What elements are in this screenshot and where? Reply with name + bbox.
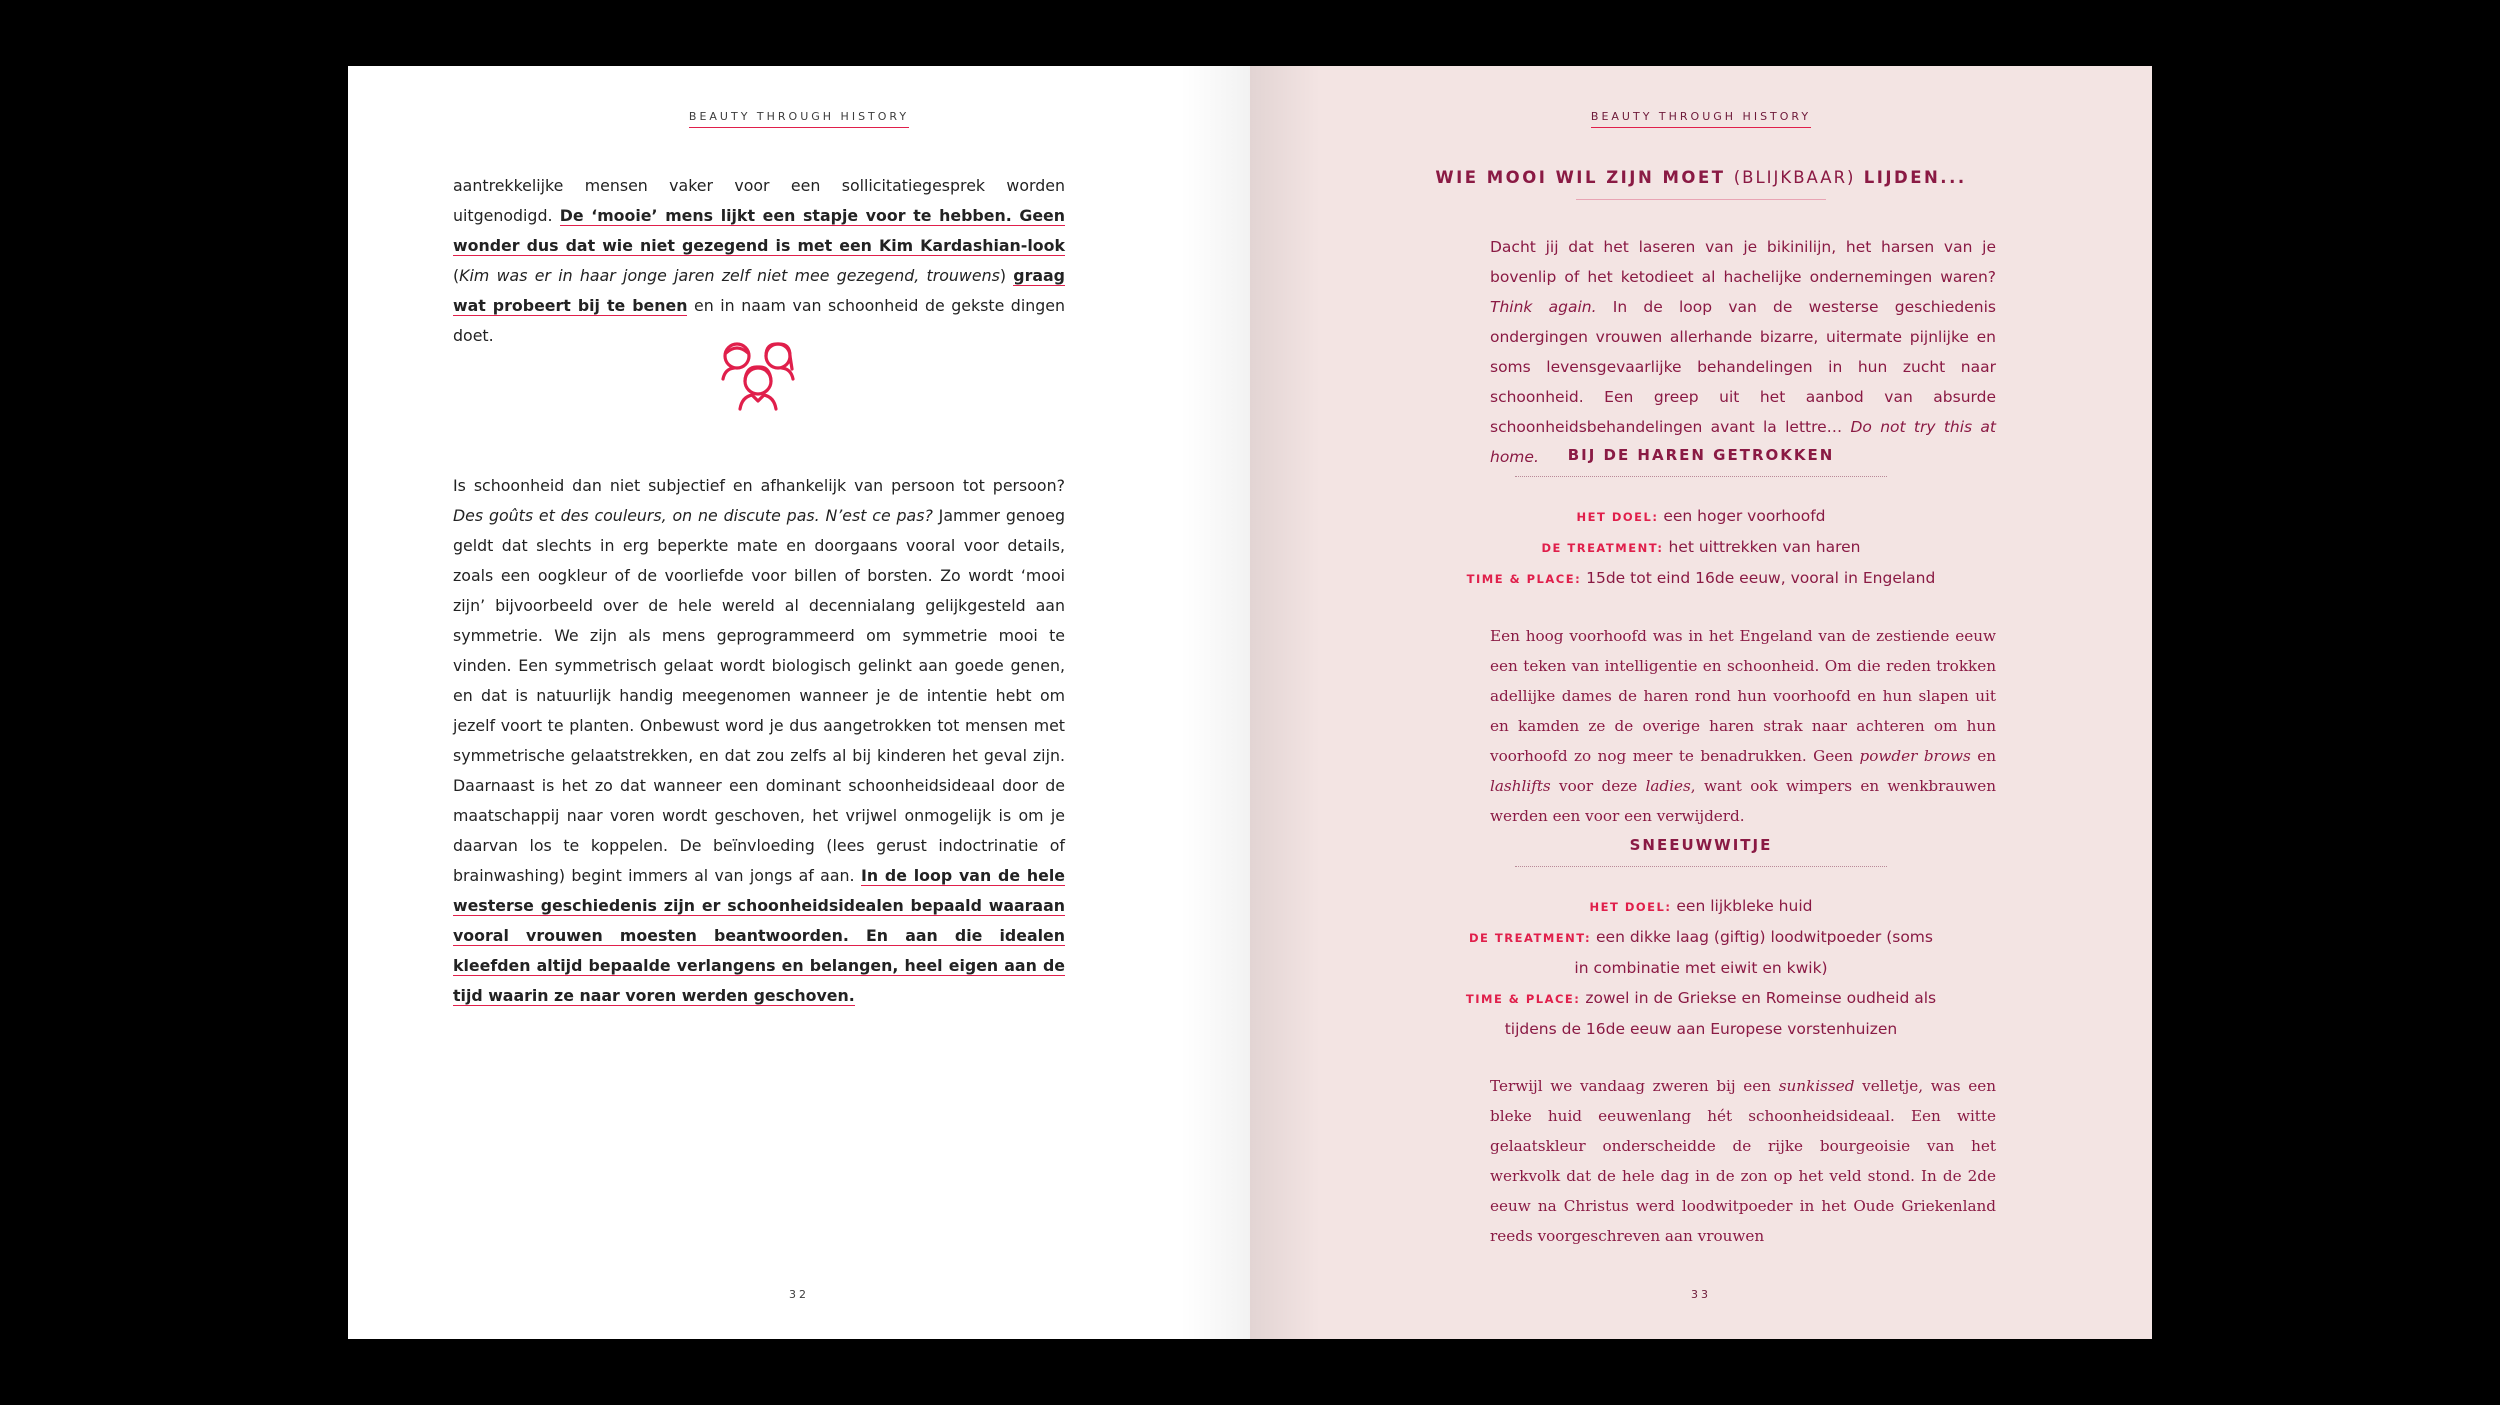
- meta-time: [1250, 563, 2152, 594]
- italic-text: ladies: [1645, 777, 1691, 795]
- highlighted-text: De ‘mooie’ mens lijkt een stapje voor te hebben. Geen wonder dus dat wie niet gezegend is met een Kim Kardashian-look: [453, 206, 1066, 255]
- meta-label: TIME & PLACE:: [1466, 572, 1582, 586]
- meta-value: een hoger voorhoofd: [1663, 507, 1826, 525]
- body-paragraph-1: [453, 171, 1065, 351]
- italic-text: Kim was er in haar jonge jaren zelf niet mee gezegend, trouwens: [459, 266, 1000, 285]
- text-run: en in naam van schoonheid de gekste dingen doet.: [453, 296, 1065, 345]
- meta-goal: [1250, 891, 2152, 922]
- italic-text: Des goûts et des couleurs, on ne discute pas. N’est ce pas?: [453, 506, 933, 525]
- page-number: 32: [789, 1288, 809, 1301]
- treatment-meta: [1250, 891, 2152, 1044]
- body-paragraph-2: [453, 471, 1065, 1011]
- section-heading: BIJ DE HAREN GETROKKEN: [1567, 446, 1835, 464]
- meta-goal: [1250, 501, 2152, 532]
- text-run: (: [453, 266, 460, 285]
- running-head-text: BEAUTY THROUGH HISTORY: [689, 110, 909, 128]
- text-run: Terwijl we vandaag zweren bij een: [1490, 1077, 1779, 1095]
- title-rule: [1576, 199, 1826, 200]
- text-run: velletje, was een bleke huid eeuwenlang hét schoonheidsideaal. Een witte gelaatskleur onderscheidde de rijke bourgeoisie van het werkvolk dat de hele dag in de zon op het veld stond. In de 2de eeuw na Christus werd loodwitpoeder in het Oude Griekenland reeds voorgeschreven aan vrouwen: [1490, 1077, 1996, 1245]
- meta-value: het uittrekken van haren: [1668, 538, 1861, 556]
- meta-label: DE TREATMENT:: [1541, 541, 1664, 555]
- meta-label: DE TREATMENT:: [1469, 931, 1592, 945]
- section-rule: [1515, 866, 1887, 867]
- running-head: [348, 105, 1250, 128]
- chapter-title-block: [1250, 168, 2152, 200]
- treatment-meta: [1250, 501, 2152, 594]
- running-head: [1250, 105, 2152, 128]
- spine-shadow: [1250, 66, 1320, 1339]
- meta-label: HET DOEL:: [1589, 900, 1672, 914]
- text-run: In de loop van de westerse geschiedenis ondergingen vrouwen allerhande bizarre, uitermate pijnlijke en soms levensgevaarlijke behandelingen in hun zucht naar schoonheid. Een greep uit het aanbod van absurde schoonheidsbehandelingen avant la lettre…: [1490, 298, 1996, 436]
- text-run: en: [1970, 747, 1996, 765]
- meta-treatment: [1250, 532, 2152, 563]
- italic-text: Think again.: [1490, 298, 1597, 316]
- section-heading-block: [1250, 836, 2152, 867]
- meta-value: 15de tot eind 16de eeuw, vooral in Engeland: [1586, 569, 1936, 587]
- title-part: WIE MOOI WIL ZIJN MOET: [1435, 168, 1734, 187]
- italic-text: lashlifts: [1490, 777, 1551, 795]
- highlighted-text: In de loop van de hele westerse geschiedenis zijn er schoonheidsidealen bepaald waaraan vooral vrouwen moesten beantwoorden. En aan die idealen kleefden altijd bepaalde verlangens en belangen, heel eigen aan de tijd waarin ze naar voren werden geschoven.: [453, 866, 1065, 1005]
- title-part: (BLIJKBAAR): [1733, 168, 1856, 187]
- meta-time: [1451, 983, 1951, 1044]
- chapter-title: [1250, 168, 2152, 187]
- people-group-icon: [720, 339, 796, 411]
- page-number: 33: [1691, 1288, 1711, 1301]
- left-page: [348, 66, 1250, 1339]
- text-run: aantrekkelijke mensen vaker voor een sollicitatiegesprek worden uitgenodigd.: [453, 176, 1065, 225]
- spine-shadow: [1180, 66, 1250, 1339]
- italic-text: Do not try this at home.: [1490, 418, 1996, 466]
- meta-treatment: [1461, 922, 1941, 983]
- italic-text: sunkissed: [1778, 1077, 1855, 1095]
- section-body: [1490, 621, 1996, 831]
- meta-value: een lijkbleke huid: [1676, 897, 1813, 915]
- meta-value: zowel in de Griekse en Romeinse oudheid als tijdens de 16de eeuw aan Europese vorstenhuizen: [1504, 989, 1937, 1038]
- intro-paragraph: [1490, 232, 1996, 472]
- meta-value: een dikke laag (giftig) loodwitpoeder (soms in combinatie met eiwit en kwik): [1574, 928, 1933, 977]
- text-run: , want ook wimpers en wenkbrauwen werden een voor een verwijderd.: [1490, 777, 1996, 825]
- section-heading-block: [1250, 446, 2152, 477]
- section-rule: [1515, 476, 1887, 477]
- right-page: [1250, 66, 2152, 1339]
- section-heading: SNEEUWWITJE: [1629, 836, 1773, 854]
- italic-text: powder brows: [1859, 747, 1971, 765]
- running-head-text: BEAUTY THROUGH HISTORY: [1591, 110, 1811, 128]
- meta-label: HET DOEL:: [1576, 510, 1659, 524]
- title-part: LIJDEN...: [1855, 168, 1967, 187]
- meta-label: TIME & PLACE:: [1465, 992, 1581, 1006]
- text-run: Dacht jij dat het laseren van je bikinilijn, het harsen van je bovenlip of het ketodieet al hachelijke ondernemingen waren?: [1490, 238, 1996, 286]
- text-run: Een hoog voorhoofd was in het Engeland van de zestiende eeuw een teken van intelligentie en schoonheid. Om die reden trokken adellijke dames de haren rond hun voorhoofd en hun slapen uit en kamden ze de overige haren strak naar achteren om hun voorhoofd zo nog meer te benadrukken. Geen: [1490, 627, 1996, 765]
- text-run: Jammer genoeg geldt dat slechts in erg beperkte mate en doorgaans vooral voor details, zoals een oogkleur of de voorliefde voor billen of borsten. Zo wordt ‘mooi zijn’ bijvoorbeeld over de hele wereld al decennialang gelijkgesteld aan symmetrie. We zijn als mens geprogrammeerd om symmetrie mooi te vinden. Een symmetrisch gelaat wordt biologisch gelinkt aan goede genen, en dat is natuurlijk handig meegenomen wanneer je de intentie hebt om jezelf voort te planten. Onbewust word je dus aangetrokken tot mensen met symmetrische gelaatstrekken, en dat zou zelfs al bij kinderen het geval zijn. Daarnaast is het zo dat wanneer een dominant schoonheidsideaal door de maatschappij naar voren wordt geschoven, het vrijwel onmogelijk is om je daarvan los te koppelen. De beïnvloeding (lees gerust indoctrinatie of brainwashing) begint immers al van jongs af aan.: [453, 506, 1066, 885]
- text-run: ): [999, 266, 1014, 285]
- text-run: Is schoonheid dan niet subjectief en afhankelijk van persoon tot persoon?: [453, 476, 1065, 495]
- highlighted-text: graag wat probeert bij te benen: [453, 266, 1065, 315]
- section-body: [1490, 1071, 1996, 1251]
- text-run: voor deze: [1550, 777, 1646, 795]
